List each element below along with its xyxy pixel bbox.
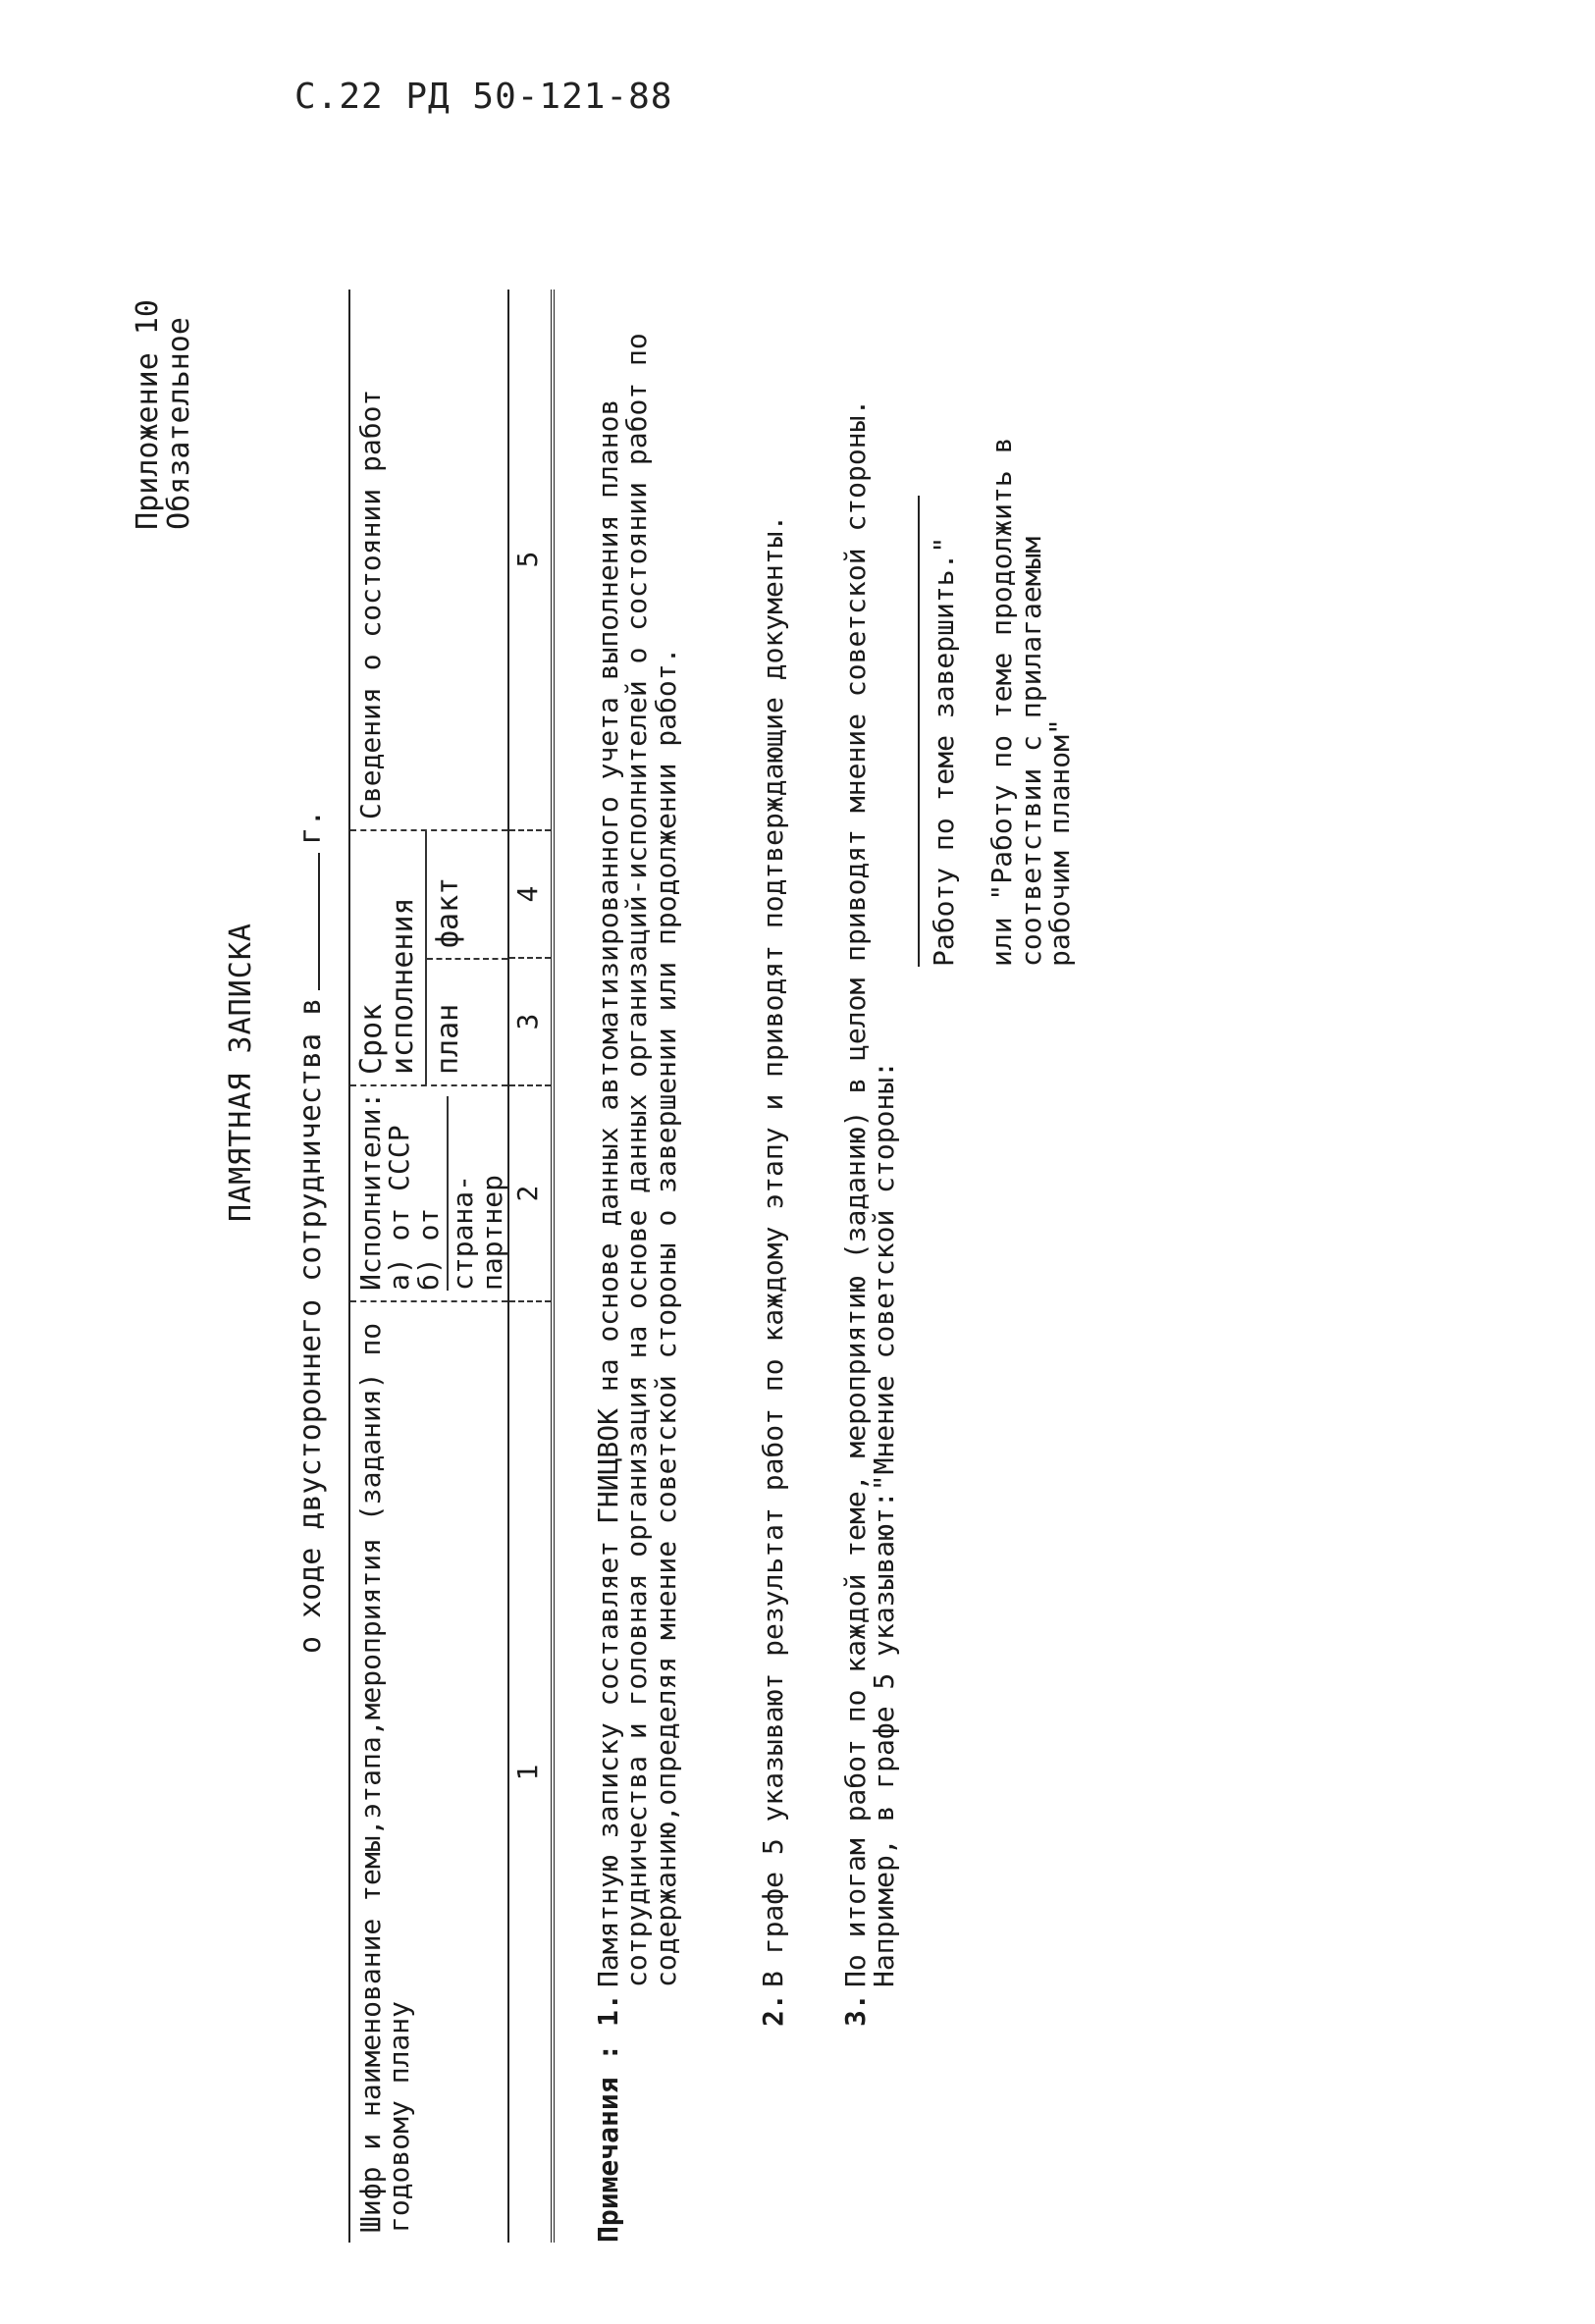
executors-partner: страна-партнер (447, 1174, 508, 1291)
note-number: 1. (592, 1993, 624, 2027)
opinion-continue: или "Работу по теме продолжить в соответствии с прилагаемым рабочим планом" (985, 437, 1077, 967)
col-header-executors (350, 1084, 507, 1300)
col-header-deadline (350, 829, 507, 1084)
page-header: С.22 РД 50-121-88 (294, 77, 673, 117)
notes-label: Примечания : (592, 2043, 624, 2243)
executors-top: Исполнители: а) от СССР б) от (356, 1096, 449, 1291)
appendix-label (133, 299, 194, 530)
note-text: Памятную записку составляет ГНИЦВОК на основе данных автоматизированного учета выполнения планов сотрудничества и головная организация на основе данных организаций-исполнителей о состоянии работ по содержанию,определяя мнение советской стороны о завершении или продолжении работ. (592, 333, 682, 1987)
form-table (348, 290, 555, 2243)
table-number-row (509, 290, 555, 2243)
note-item (757, 319, 789, 2027)
table-header-row (350, 290, 509, 2243)
divider (918, 496, 920, 967)
note-text: По итогам работ по каждой теме, мероприятию (заданию) в целом приводят мнение советской стороны. Например, в графе 5 указывают:"Мнение советской стороны: (839, 398, 901, 1987)
note-item (592, 319, 682, 2027)
note-number: 2. (757, 1993, 789, 2027)
col-header-theme: Шифр и наименование темы,этапа,мероприятия (задания) по годовому плану (350, 1300, 507, 2243)
document-title: ПАМЯТНАЯ ЗАПИСКА (224, 923, 258, 1222)
note-number: 3. (839, 1993, 872, 2027)
appendix-number: Приложение 10 (131, 299, 165, 530)
col-header-status: Сведения о состоянии работ (354, 389, 387, 819)
note-item (839, 319, 901, 2027)
col-number-5: 5 (511, 551, 544, 568)
appendix-status: Обязательное (161, 317, 196, 530)
example-opinions (918, 417, 1075, 967)
subtitle-suffix: г. (293, 809, 328, 845)
note-text: В графе 5 указывают результат работ по каждому этапу и приводят подтверждающие документы. (757, 514, 789, 1987)
deadline-group-label: Срок исполнения (350, 831, 427, 1084)
rotated-content (131, 280, 1595, 2243)
col-number-4: 4 (509, 829, 551, 957)
deadline-fact: факт (431, 876, 465, 948)
col-number-3: 3 (509, 957, 551, 1084)
year-blank (294, 853, 320, 990)
subtitle-prefix: о ходе двустороннего сотрудничества в (293, 997, 328, 1654)
col-number-1: 1 (509, 1300, 551, 2243)
document-subtitle (294, 810, 327, 1654)
opinion-complete: Работу по теме завершить." (928, 536, 960, 967)
deadline-plan: план (427, 958, 507, 1084)
col-number-2: 2 (509, 1084, 551, 1300)
